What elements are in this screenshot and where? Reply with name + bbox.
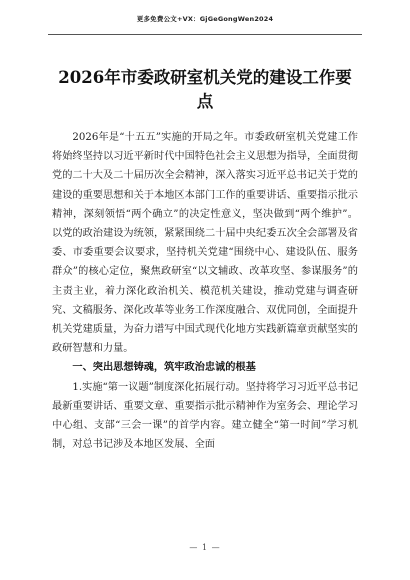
header-divider [48, 34, 362, 35]
section-heading: 一、突出思想铸魂，筑牢政治忠诚的根基 [72, 362, 256, 374]
header-note: 更多免费公文+VX：GjGeGongWen2024 [136, 15, 274, 23]
document-body [52, 128, 358, 454]
document-title: 2026年市委政研室机关党的建设工作要点 [58, 68, 352, 111]
intro-paragraph: 2026年是“十五五”实施的开局之年。市委政研室机关党建工作将始终坚持以习近平新时代中国特色社会主义思想为指导，全面贯彻党的二十大及二十届历次全会精神，深入落实习近平总书记关于党的建设的重要思想和关于本地区本部门工作的重要讲话、重要指示批示精神，深刻领悟“两个确立”的决定性意义，坚决做到“两个维护”。以党的政治建设为统领，紧紧围绕二十届中央纪委五次全会部署及省委、市委重要会议要求，坚持机关党建“围绕中心、建设队伍、服务群众”的核心定位，聚焦政研室“以文辅政、改革攻坚、参谋服务”的主责主业，着力深化政治机关、模范机关建设，推动党建与调查研究、文稿服务、深化改革等业务工作深度融合、双优同创，全面提升机关党建质量，为奋力谱写中国式现代化地方实践新篇章贡献坚实的政研智慧和力量。 [52, 132, 358, 355]
page-number: — 1 — [189, 543, 221, 552]
section-paragraph: 1.实施“第一议题”制度深化拓展行动。坚持将学习习近平总书记最新重要讲话、重要文章、重要指示批示精神作为室务会、理论学习中心组、支部“三会一课”的首学内容。建立健全“第一时间”学习机制，对总书记涉及本地区发展、全面 [52, 381, 358, 451]
